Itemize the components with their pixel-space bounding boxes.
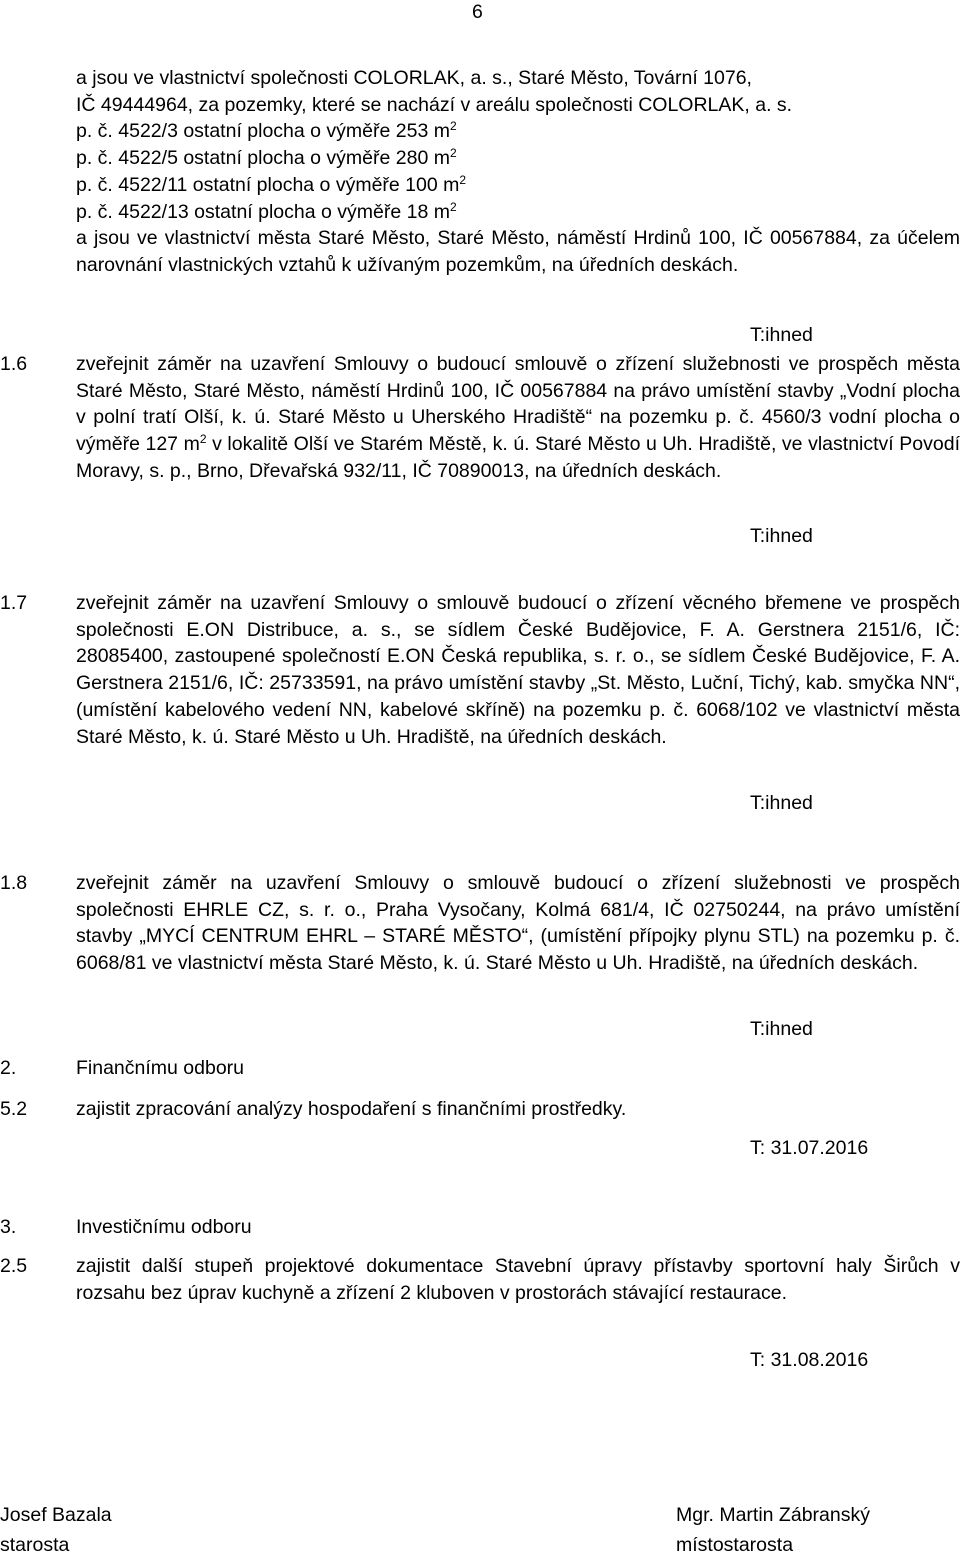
item-number: 2.5	[0, 1255, 28, 1277]
signatory-name: Mgr. Martin Zábranský	[676, 1504, 870, 1526]
signature-left	[0, 1500, 112, 1560]
item-text: zajistit další stupeň projektové dokumentace Stavební úpravy přístavby sportovní haly Širůch v rozsahu bez úprav kuchyně a zřízení 2 kluboven v prostorách stávající restaurace.	[76, 1255, 960, 1304]
deadline: T: 31.08.2016	[750, 1349, 869, 1371]
section-heading: 3. Investičnímu odboru	[0, 1216, 252, 1238]
deadline: T:ihned	[750, 525, 813, 547]
deadline: T: 31.07.2016	[750, 1137, 869, 1159]
signatory-role: starosta	[0, 1534, 70, 1556]
deadline: T:ihned	[750, 1018, 813, 1040]
item-text: zveřejnit záměr na uzavření Smlouvy o smlouvě budoucí o zřízení služebnosti ve prospěch společnosti EHRLE CZ, s. r. o., Praha Vysočany, Kolmá 681/4, IČ 02750244, na právo umístění stavby „MYCÍ CENTRUM EHRL – STARÉ MĚSTO“, (umístění přípojky plynu STL) na pozemku p. č. 6068/81 ve vlastnictví města Staré Město, k. ú. Staré Město u Uh. Hradiště, na úředních deskách.	[76, 872, 960, 975]
intro-closing: a jsou ve vlastnictví města Staré Město, Staré Město, náměstí Hrdinů 100, IČ 00567884, za účelem narovnání vlastnických vztahů k užívaným pozemkům, na úředních deskách.	[76, 227, 960, 276]
deadline: T:ihned	[750, 324, 813, 346]
signature-right	[676, 1500, 870, 1560]
section-heading: 2. Finančnímu odboru	[0, 1057, 245, 1079]
item-number: 1.6	[0, 353, 28, 375]
parcel-line: p. č. 4522/3 ostatní plocha o výměře 253 $m^2$	[76, 119, 457, 143]
item-text: zveřejnit záměr na uzavření Smlouvy o budoucí smlouvě o zřízení služebnosti ve prospěch města Staré Město, Staré Město, náměstí Hrdinů 100, IČ 00567884 na právo umístění stavby „Vodní plocha v polní tratí Olší, k. ú. Staré Město u Uherského Hradiště“ na pozemku p. č. 4560/3 vodní plocha o výměře 127 $m^2$ v lokalitě Olší ve Starém Městě, k. ú. Staré Město u Uh. Hradiště, ve vlastnictví Povodí Moravy, s. p., Brno, Dřevařská 932/11, IČ 70890013, na úředních deskách.	[76, 353, 960, 482]
signatory-role: místostarosta	[676, 1534, 794, 1556]
parcel-line: p. č. 4522/5 ostatní plocha o výměře 280 $m^2$	[76, 146, 457, 170]
item-number: 5.2	[0, 1098, 28, 1120]
parcel-line: p. č. 4522/11 ostatní plocha o výměře 100 $m^2$	[76, 172, 467, 196]
item-number: 1.7	[0, 592, 28, 614]
item-number: 1.8	[0, 872, 28, 894]
parcel-line: p. č. 4522/13 ostatní plocha o výměře 18 $m^2$	[76, 199, 457, 223]
deadline: T:ihned	[750, 792, 813, 814]
signatory-name: Josef Bazala	[0, 1504, 112, 1526]
item-text: zveřejnit záměr na uzavření Smlouvy o smlouvě budoucí o zřízení věcného břemene ve prospěch společnosti E.ON Distribuce, a. s., se sídlem České Budějovice, F. A. Gerstnera 2151/6, IČ: 28085400, zastoupené společností E.ON Česká republika, s. r. o., se sídlem České Budějovice, F. A. Gerstnera 2151/6, IČ: 25733591, na právo umístění stavby „St. Město, Luční, Tichý, kab. smyčka NN“, (umístění kabelového vedení NN, kabelové skříně) na pozemku p. č. 6068/102 ve vlastnictví města Staré Město, k. ú. Staré Město u Uh. Hradiště, na úředních deskách.	[76, 592, 960, 748]
page-number: 6	[472, 1, 483, 23]
intro-line: IČ 49444964, za pozemky, které se nachází v areálu společnosti COLORLAK, a. s.	[76, 93, 793, 116]
intro-block	[76, 65, 960, 279]
item-text: zajistit zpracování analýzy hospodaření s finančními prostředky.	[76, 1098, 627, 1120]
intro-line: a jsou ve vlastnictví společnosti COLORLAK, a. s., Staré Město, Tovární 1076,	[76, 67, 752, 89]
